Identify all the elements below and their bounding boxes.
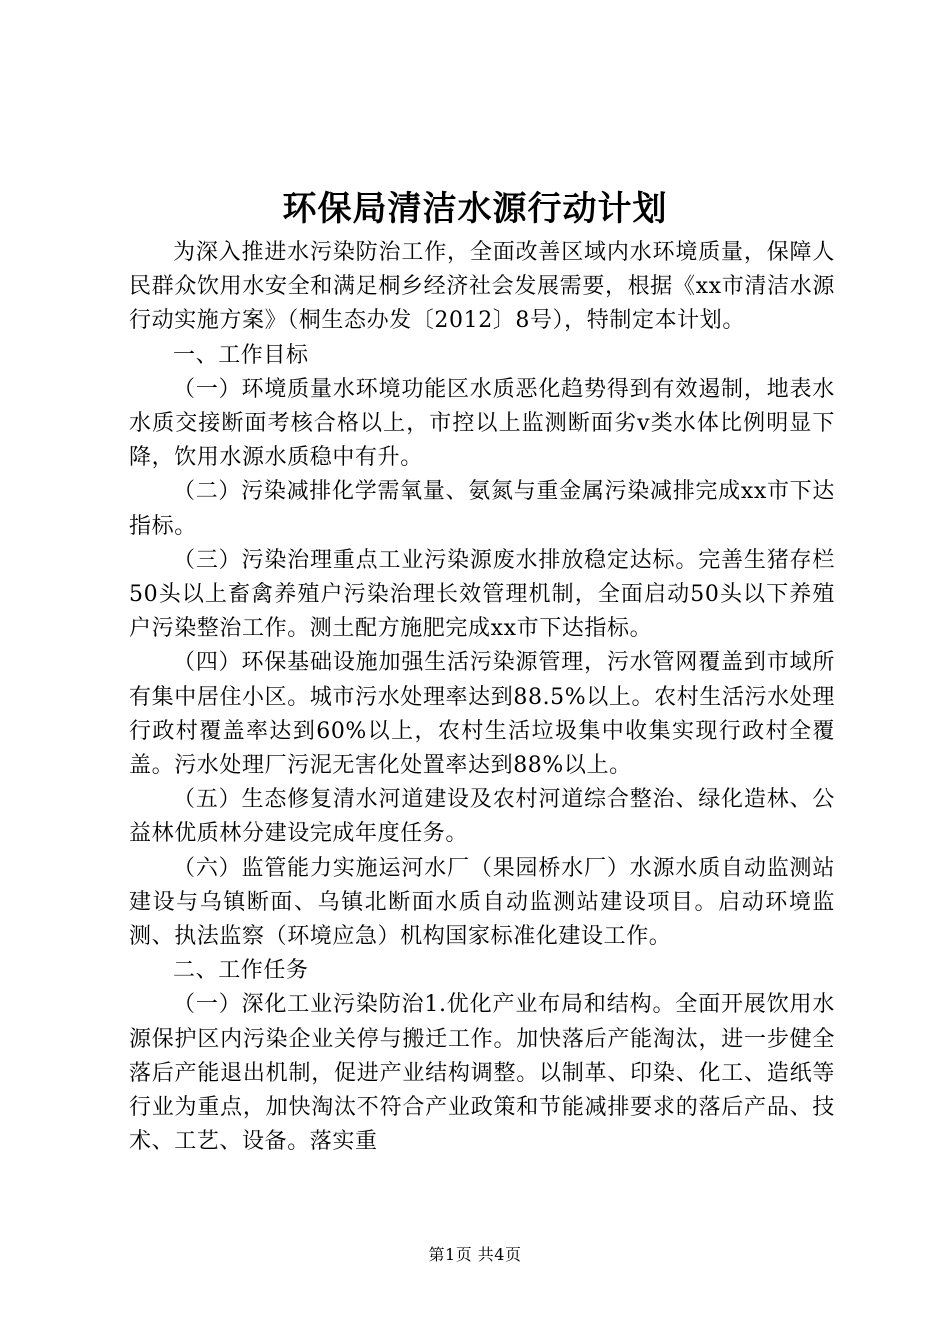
section-heading-goals: 一、工作目标: [173, 342, 309, 368]
paragraph-goal-4: （四）环保基础设施加强生活污染源管理，污水管网覆盖到市域所有集中居住小区。城市污水处理率达到88.5%以上。农村生活污水处理行政村覆盖率达到60%以上，农村生活垃圾集中收集实现行政村全覆盖。污水处理厂污泥无害化处置率达到88%以上。: [129, 650, 835, 779]
document-title: 环保局清洁水源行动计划: [282, 189, 668, 229]
paragraph-goal-2: （二）污染减排化学需氧量、氨氮与重金属污染减排完成xx市下达指标。: [129, 479, 835, 539]
paragraph-goal-6: （六）监管能力实施运河水厂（果园桥水厂）水源水质自动监测站建设与乌镇断面、乌镇北断面水质自动监测站建设项目。启动环境监测、执法监察（环境应急）机构国家标准化建设工作。: [129, 855, 835, 950]
paragraph-task-1: （一）深化工业污染防治1.优化产业布局和结构。全面开展饮用水源保护区内污染企业关停与搬迁工作。加快落后产能淘汰，进一步健全落后产能退出机制，促进产业结构调整。以制革、印染、化工、造纸等行业为重点，加快淘汰不符合产业政策和节能减排要求的落后产品、技术、工艺、设备。落实重: [129, 992, 835, 1155]
paragraph-intro: 为深入推进水污染防治工作，全面改善区域内水环境质量，保障人民群众饮用水安全和满足桐乡经济社会发展需要，根据《xx市清洁水源行动实施方案》（桐生态办发〔2012〕8号），特制定本计划。: [129, 240, 835, 334]
paragraph-goal-1: （一）环境质量水环境功能区水质恶化趋势得到有效遏制，地表水水质交接断面考核合格以上，市控以上监测断面劣v类水体比例明显下降，饮用水源水质稳中有升。: [129, 376, 835, 471]
page-footer: 第1页 共4页: [428, 1245, 522, 1264]
section-heading-tasks: 二、工作任务: [173, 958, 309, 984]
document-body: [129, 236, 835, 1159]
paragraph-goal-3: （三）污染治理重点工业污染源废水排放稳定达标。完善生猪存栏50头以上畜禽养殖户污染治理长效管理机制，全面启动50头以下养殖户污染整治工作。测土配方施肥完成xx市下达指标。: [129, 547, 835, 642]
paragraph-goal-5: （五）生态修复清水河道建设及农村河道综合整治、绿化造林、公益林优质林分建设完成年度任务。: [129, 787, 835, 847]
